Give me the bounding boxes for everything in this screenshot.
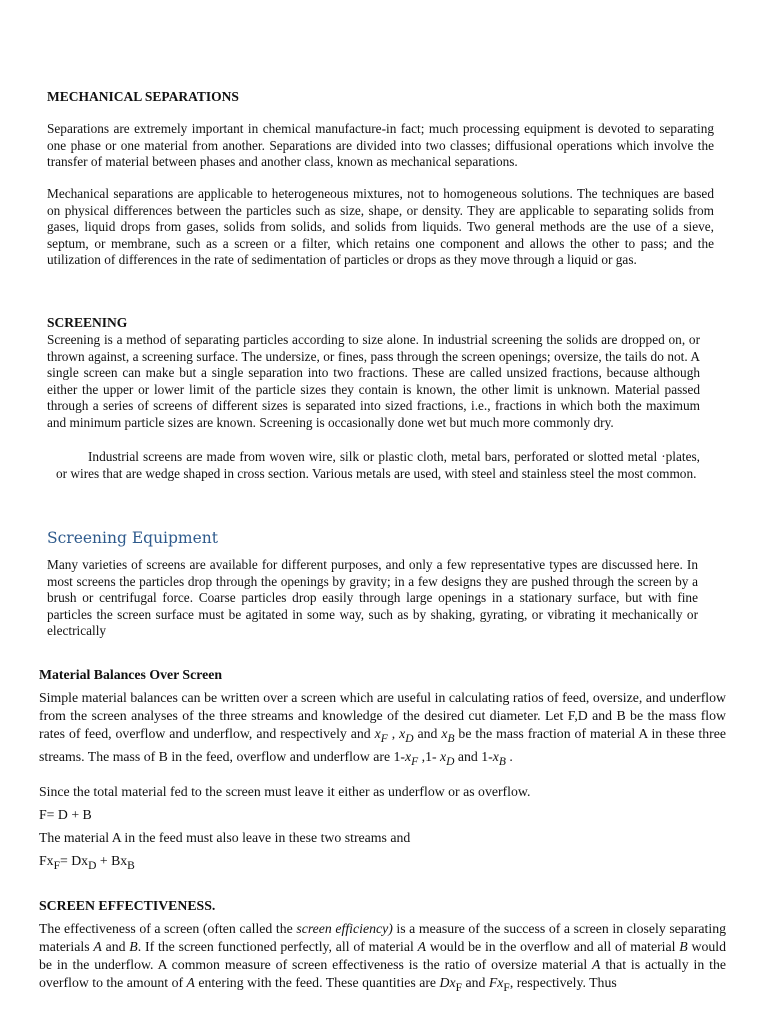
text-span: , respectively. Thus (509, 975, 617, 990)
math-symbol: x (441, 726, 448, 741)
math-symbol: x (492, 748, 499, 764)
text-span: . If the screen functioned perfectly, all of material (137, 939, 418, 954)
text-span: would be in the overflow and all of material (426, 939, 680, 954)
section-title-mechanical-separations: MECHANICAL SEPARATIONS (47, 89, 239, 104)
math-xd (440, 748, 455, 768)
italic-var: A (592, 957, 601, 972)
paragraph-screening-equipment: Many varieties of screens are available for different purposes, and only a few representative types are discussed here. In most screens the particles drop through the openings by gravity; in a few designs they are pushed through the screen by a brush or centrifugal force. Coarse particles drop easily through large openings in a stationary surface, but with fine particles the screen surface must be agitated in some way, such as by shaking, gyrating, or vibrating it mechanically or electrically (47, 557, 698, 639)
text-span: entering with the feed. These quantities are (194, 975, 440, 990)
math-subscript: D (88, 859, 97, 872)
paragraph-screening-definition: Screening is a method of separating particles according to size alone. In industrial screening the solids are dropped on, or thrown against, a screening surface. The undersize, or fines, pass through the screen openings; oversize, the tails do not. A single screen can make but a single separation into two fractions. These are called unsized fractions, because although either the upper or lower limit of the particle sizes they contain is known, the other limit is unknown. Material passed through a series of screens of different sizes is separated into sized fractions, i.e., fractions in which both the maximum and minimum particle sizes are known. Screening is occasionally done wet but much more commonly dry. (47, 332, 700, 430)
eq-part: Fx (39, 853, 54, 868)
text-span: be the mass fraction of material A in these three streams. The mass of B in the feed, overflow and underflow are 1- (39, 726, 726, 764)
math-symbol: x (440, 748, 447, 764)
math-subscript: B (127, 859, 135, 872)
italic-var: B (679, 939, 688, 954)
math-subscript: F (380, 732, 388, 745)
math-xb (441, 726, 455, 745)
math-subscript: F (455, 981, 463, 994)
eq-part: = Dx (59, 853, 89, 868)
text-span: The effectiveness of a screen (often called the (39, 921, 297, 936)
paragraph-total-material: Since the total material fed to the screen must leave it either as underflow or as overflow. (39, 784, 531, 799)
math-subscript: B (447, 732, 455, 745)
section-title-screening: SCREENING (47, 315, 128, 330)
paragraph-mechanical-separations: Mechanical separations are applicable to heterogeneous mixtures, not to homogeneous solutions. The techniques are based on physical differences between the particles such as size, shape, or density. They are applicable to separating solids from gases, liquid drops from gases, solids from solids, and solids from liquids. Two general methods are the use of a sieve, septum, or membrane, such as a screen or a filter, which retains one component and allows the other to pass; and the utilization of differences in the rate of sedimentation of particles or drops as they move through a liquid or gas. (47, 186, 714, 268)
text-span: ,1- (418, 748, 441, 764)
math-subscript: B (498, 755, 506, 768)
equation-overall-balance: F= D + B (39, 807, 92, 822)
italic-var: A (186, 975, 195, 990)
text-span: would be in the underflow. A common measure of screen effectiveness is the ratio of oversize material (39, 939, 726, 972)
math-subscript: F (411, 755, 419, 768)
math-subscript: F (53, 859, 60, 872)
section-title-screen-effectiveness: SCREEN EFFECTIVENESS. (39, 898, 216, 913)
math-xd (399, 726, 414, 745)
text-span: that is actually in the overflow to the amount of (39, 957, 726, 990)
section-title-material-balances: Material Balances Over Screen (39, 667, 223, 682)
text-span: is a measure of the success of a screen in closely separating materials (39, 921, 727, 954)
text-span: and 1- (454, 748, 493, 764)
math-subscript: D (405, 732, 414, 745)
paragraph-separations-intro: Separations are extremely important in chemical manufacture-in fact; much processing equipment is devoted to separating one phase or one material from another. Separations are divided into two classes; diffusional operations which involve the transfer of material between phases and another class, known as mechanical separations. (47, 121, 714, 170)
italic-term: screen efficiency) (296, 921, 393, 936)
math-xf (405, 748, 419, 768)
math-xf (374, 726, 388, 745)
math-subscript: F (503, 981, 510, 994)
text-span: and (101, 939, 130, 954)
equation-component-balance (39, 852, 135, 875)
math-xb (492, 748, 506, 768)
math-dxf: Dx (439, 975, 456, 990)
math-symbol: x (405, 748, 412, 764)
text-span: and (462, 975, 489, 990)
math-symbol: x (374, 726, 381, 741)
paragraph-screen-effectiveness (39, 920, 726, 997)
italic-var: A (417, 939, 427, 954)
paragraph-material-balances: Simple material balances can be written over a screen which are useful in calculating ratios of feed, oversize, and underflow from the screen analyses of the three streams and knowledge of the desired cut diameter. Let F,D and B be the mass flow rates of feed, overflow and underflow, and respectively and $x_F$ , $x_D$ and $x_B$ be the mass fraction of material A in these three streams. The mass of B in the feed, overflow and underflow are $1-x_F$ ,1- $x_D$ and $1-x_B$ . (39, 690, 726, 768)
italic-var: B (129, 939, 138, 954)
eq-part: + Bx (96, 853, 128, 868)
text-span: Simple material balances can be written over a screen which are useful in calculating ratios of feed, oversize, and underflow from the screen analyses of the three streams and knowledge of the desired cut diameter. Let F,D and B be the mass flow rates of feed, overflow and underflow, and respectively and (39, 690, 726, 741)
math-fxf: Fx (488, 975, 504, 990)
math-symbol: x (399, 726, 406, 741)
section-title-screening-equipment: Screening Equipment (47, 529, 219, 547)
text-span: . (505, 748, 513, 764)
math-subscript: D (446, 755, 455, 768)
italic-var: A (93, 939, 102, 954)
text-span: and (413, 726, 442, 741)
paragraph-industrial-screens: Industrial screens are made from woven wire, silk or plastic cloth, metal bars, perforated or slotted metal ·plates, or wires that are wedge shaped in cross section. Various metals are used, with steel and stainless steel the most common. (56, 449, 700, 481)
paragraph-material-a: The material A in the feed must also leave in these two streams and (39, 830, 411, 845)
